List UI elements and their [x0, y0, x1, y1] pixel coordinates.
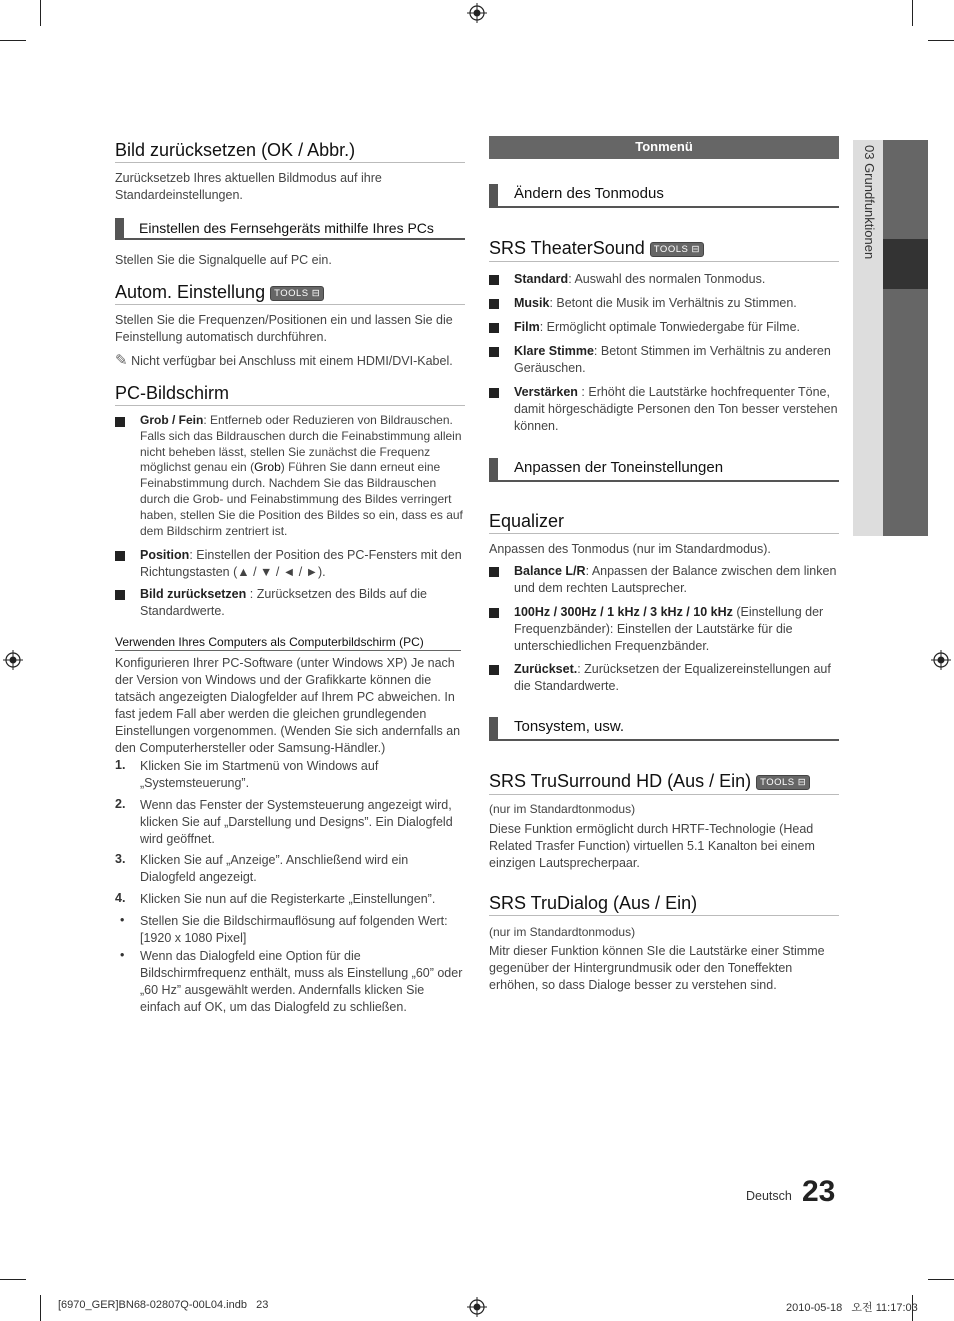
trus-note: (nur im Standardtonmodus) — [489, 802, 636, 816]
grob-item — [140, 413, 465, 539]
footer-language: Deutsch — [746, 1189, 792, 1203]
step-text: Wenn das Fenster der Systemsteuerung angezeigt wird, klicken Sie auf „Darstellung und Designs”. Ein Dialogfeld wird geöffnet. — [140, 798, 453, 846]
step-text: Wenn das Dialogfeld eine Option für die Bildschirmfrequenz enthält, muss als Einstellung „60” oder „60 Hz” ausgewählt werden. Andernfalls klicken Sie einfach auf OK, um das Dialogfeld zu schließen. — [140, 949, 463, 1014]
bullet-square-icon — [489, 323, 499, 333]
srs-item-text: : Auswahl des normalen Tonmodus. — [568, 272, 766, 286]
heading-autom-einstellung — [115, 282, 324, 303]
heading-srs-trusurround — [489, 771, 810, 792]
srs-item-text: : Ermöglicht optimale Tonwiedergabe für Filme. — [539, 320, 801, 334]
bild-text: : Zurücksetzen des Bilds auf die Standardwerte. — [140, 587, 427, 618]
registration-mark-icon — [931, 650, 951, 670]
step-text: Klicken Sie nun auf die Registerkarte „Einstellungen”. — [140, 892, 436, 906]
auto-note — [115, 352, 470, 370]
bild-item — [140, 586, 465, 620]
heading-srs-trudialog: SRS TruDialog (Aus / Ein) — [489, 893, 698, 913]
trud-text: Mitr dieser Funktion können SIe die Lautstärke einer Stimme gegenüber der Hintergrundmusik oder den Toneffekten erhöhen, so dass Dialoge besser zu verstehen sind. — [489, 944, 825, 992]
eq-item — [514, 604, 839, 655]
grob-label: Grob / Fein — [140, 413, 204, 427]
crop-mark — [928, 40, 954, 41]
footer-date: 2010-05-18 오전 11:17:03 — [786, 1302, 918, 1314]
pc-text: Stellen Sie die Signalquelle auf PC ein. — [115, 253, 332, 267]
srs-item-text: : Betont die Musik im Verhältnis zu Stimmen. — [549, 296, 797, 310]
eq-item-text: : Anpassen der Balance zwischen dem linken und dem rechten Lautsprecher. — [514, 564, 837, 595]
subheading-tonsystem: Tonsystem, usw. — [489, 717, 839, 741]
pos-text: : Einstellen der Position des PC-Fensters mit den Richtungstasten (▲ / ▼ / ◄ / ►). — [140, 548, 462, 579]
divider — [489, 915, 839, 916]
auto-note-text: Nicht verfügbar bei Anschluss mit einem HDMI/DVI-Kabel. — [131, 354, 453, 368]
bullet-square-icon — [489, 567, 499, 577]
tools-icon: TOOLS ⊟ — [270, 286, 324, 301]
crop-mark — [40, 1295, 41, 1321]
pos-label: Position — [140, 548, 190, 562]
config-text: Konfigurieren Ihrer PC-Software (unter Windows XP) Je nach der Version von Windows und der Grafikkarte können die tatsäch angezeigten Dialogfelder auf Ihrem PC abweichen. In fast jedem Fall aber werden die gleichen grundlegenden Einstellungen vorgenommen. (Wenden Sie sich andernfalls an den Computerhersteller oder Samsung-Händler.) — [115, 656, 461, 755]
tools-icon: TOOLS ⊟ — [756, 775, 810, 790]
crop-mark — [928, 1279, 954, 1280]
side-tab-active — [883, 239, 928, 289]
registration-mark-icon — [467, 3, 487, 23]
divider — [115, 304, 465, 305]
step-number: • — [120, 913, 125, 927]
subheading-pc: Einstellen des Fernsehgeräts mithilfe Ihres PCs — [115, 218, 465, 240]
step-text: Klicken Sie auf „Anzeige”. Anschließend wird ein Dialogfeld angezeigt. — [140, 853, 409, 884]
bild-label: Bild zurücksetzen — [140, 587, 247, 601]
step-number: 4. — [115, 891, 126, 905]
eq-item-text: : Zurücksetzen der Equalizereinstellungen auf die Standardwerte. — [514, 662, 831, 693]
step-number: 3. — [115, 852, 126, 866]
tonmenu-banner: Tonmenü — [489, 136, 839, 159]
bullet-square-icon — [489, 299, 499, 309]
footer-file: [6970_GER]BN68-02807Q-00L04.indb 23 — [58, 1299, 269, 1311]
trud-note: (nur im Standardtonmodus) — [489, 925, 636, 939]
step-number: 1. — [115, 758, 126, 772]
srs-item-text: : Betont Stimmen im Verhältnis zu anderen Geräuschen. — [514, 344, 831, 375]
eq-item-text: (Einstellung der Frequenzbänder): Einstellen der Lautstärke für die unterschiedlichen Frequenzbänder. — [514, 605, 824, 653]
bullet-square-icon — [115, 590, 125, 600]
srs-item-text: : Erhöht die Lautstärke hochfrequenter Töne, damit hörgeschädigte Personen den Ton besser verstehen können. — [514, 385, 838, 433]
crop-mark — [40, 0, 41, 26]
eq-item — [514, 661, 839, 695]
divider — [489, 261, 839, 262]
step-number: • — [120, 948, 125, 962]
srs-item-label: Film — [514, 320, 540, 334]
reset-text: Zurücksetzeb Ihres aktuellen Bildmodus auf ihre Standardeinstellungen. — [115, 171, 382, 202]
side-tab-label: 03 Grundfunktionen — [862, 145, 877, 260]
heading-srs-theatersound — [489, 238, 704, 259]
srs-item — [514, 319, 839, 336]
side-tab-dark — [883, 140, 928, 536]
heading-trus-label: SRS TruSurround HD (Aus / Ein) — [489, 771, 752, 791]
link-computer-als-bildschirm[interactable]: Verwenden Ihres Computers als Computerbildschirm (PC) — [115, 635, 461, 651]
step-number: 2. — [115, 797, 126, 811]
bullet-square-icon — [115, 417, 125, 427]
heading-autom-label: Autom. Einstellung — [115, 282, 266, 302]
heading-bild-zuruecksetzen: Bild zurücksetzen (OK / Abbr.) — [115, 140, 356, 160]
bullet-square-icon — [489, 275, 499, 285]
srs-item — [514, 384, 839, 435]
eq-item-label: Zurückset. — [514, 662, 578, 676]
divider — [115, 405, 465, 406]
srs-item — [514, 295, 839, 312]
subheading-tonmodus: Ändern des Tonmodus — [489, 184, 839, 208]
step-text: Stellen Sie die Bildschirmauflösung auf folgenden Wert: [1920 x 1080 Pixel] — [140, 914, 448, 945]
step-text: Klicken Sie im Startmenü von Windows auf „Systemsteuerung”. — [140, 759, 379, 790]
srs-item-label: Klare Stimme — [514, 344, 594, 358]
position-item — [140, 547, 465, 581]
trus-text: Diese Funktion ermöglicht durch HRTF-Technologie (Head Related Trasfer Function) virtuellen 5.1 Kanalton bei einem einzigen Lautsprecherpaar. — [489, 822, 815, 870]
crop-mark — [0, 1279, 26, 1280]
note-pencil-icon: ✎ — [115, 352, 128, 369]
registration-mark-icon — [3, 650, 23, 670]
registration-mark-icon — [467, 1297, 487, 1317]
heading-pc-bildschirm: PC-Bildschirm — [115, 383, 230, 403]
eq-item — [514, 563, 839, 597]
bullet-square-icon — [489, 665, 499, 675]
tools-label: TOOLS — [653, 244, 689, 255]
srs-item — [514, 343, 839, 377]
heading-equalizer: Equalizer — [489, 511, 565, 531]
crop-mark — [912, 0, 913, 26]
bullet-square-icon — [489, 347, 499, 357]
grob-text: : Entferneb oder Reduzieren von Bildrauschen. Falls sich das Bildrauschen durch die Feinabstimmung allein nicht beheben lässt, stellen Sie zunächst die Frequenz möglichst genau ein ( — [140, 413, 462, 475]
bullet-square-icon — [115, 551, 125, 561]
divider — [115, 162, 465, 163]
divider — [489, 794, 839, 795]
bullet-square-icon — [489, 608, 499, 618]
bullet-square-icon — [489, 388, 499, 398]
page-number: 23 — [802, 1175, 836, 1208]
tools-label: TOOLS — [760, 777, 795, 788]
tools-icon: TOOLS ⊟ — [650, 242, 704, 257]
srs-item-label: Verstärken — [514, 385, 578, 399]
subheading-toneinstellungen: Anpassen der Toneinstellungen — [489, 458, 839, 482]
srs-item — [514, 271, 839, 288]
eq-item-label: Balance L/R — [514, 564, 586, 578]
grob-text2: ) Führen Sie dann erneut eine Feinabstimmung durch. Nachdem Sie das Bildrauschen durch die Grob- und Feinabstimmung des Bildes verringert haben, stellen Sie die Position des Bildes so ein, dass es auf dem Bildschirm zentriert ist. — [140, 460, 463, 538]
eq-item-label: 100Hz / 300Hz / 1 kHz / 3 kHz / 10 kHz — [514, 605, 733, 619]
divider — [489, 533, 839, 534]
eq-text: Anpassen des Tonmodus (nur im Standardmodus). — [489, 542, 771, 556]
heading-srs-label: SRS TheaterSound — [489, 238, 645, 258]
crop-mark — [0, 40, 26, 41]
tools-label: TOOLS — [274, 288, 309, 299]
srs-item-label: Standard — [514, 272, 569, 286]
grob-inline: Grob — [254, 460, 281, 475]
auto-text: Stellen Sie die Frequenzen/Positionen ein und lassen Sie die Feinstellung automatisch durchführen. — [115, 313, 453, 344]
srs-item-label: Musik — [514, 296, 550, 310]
